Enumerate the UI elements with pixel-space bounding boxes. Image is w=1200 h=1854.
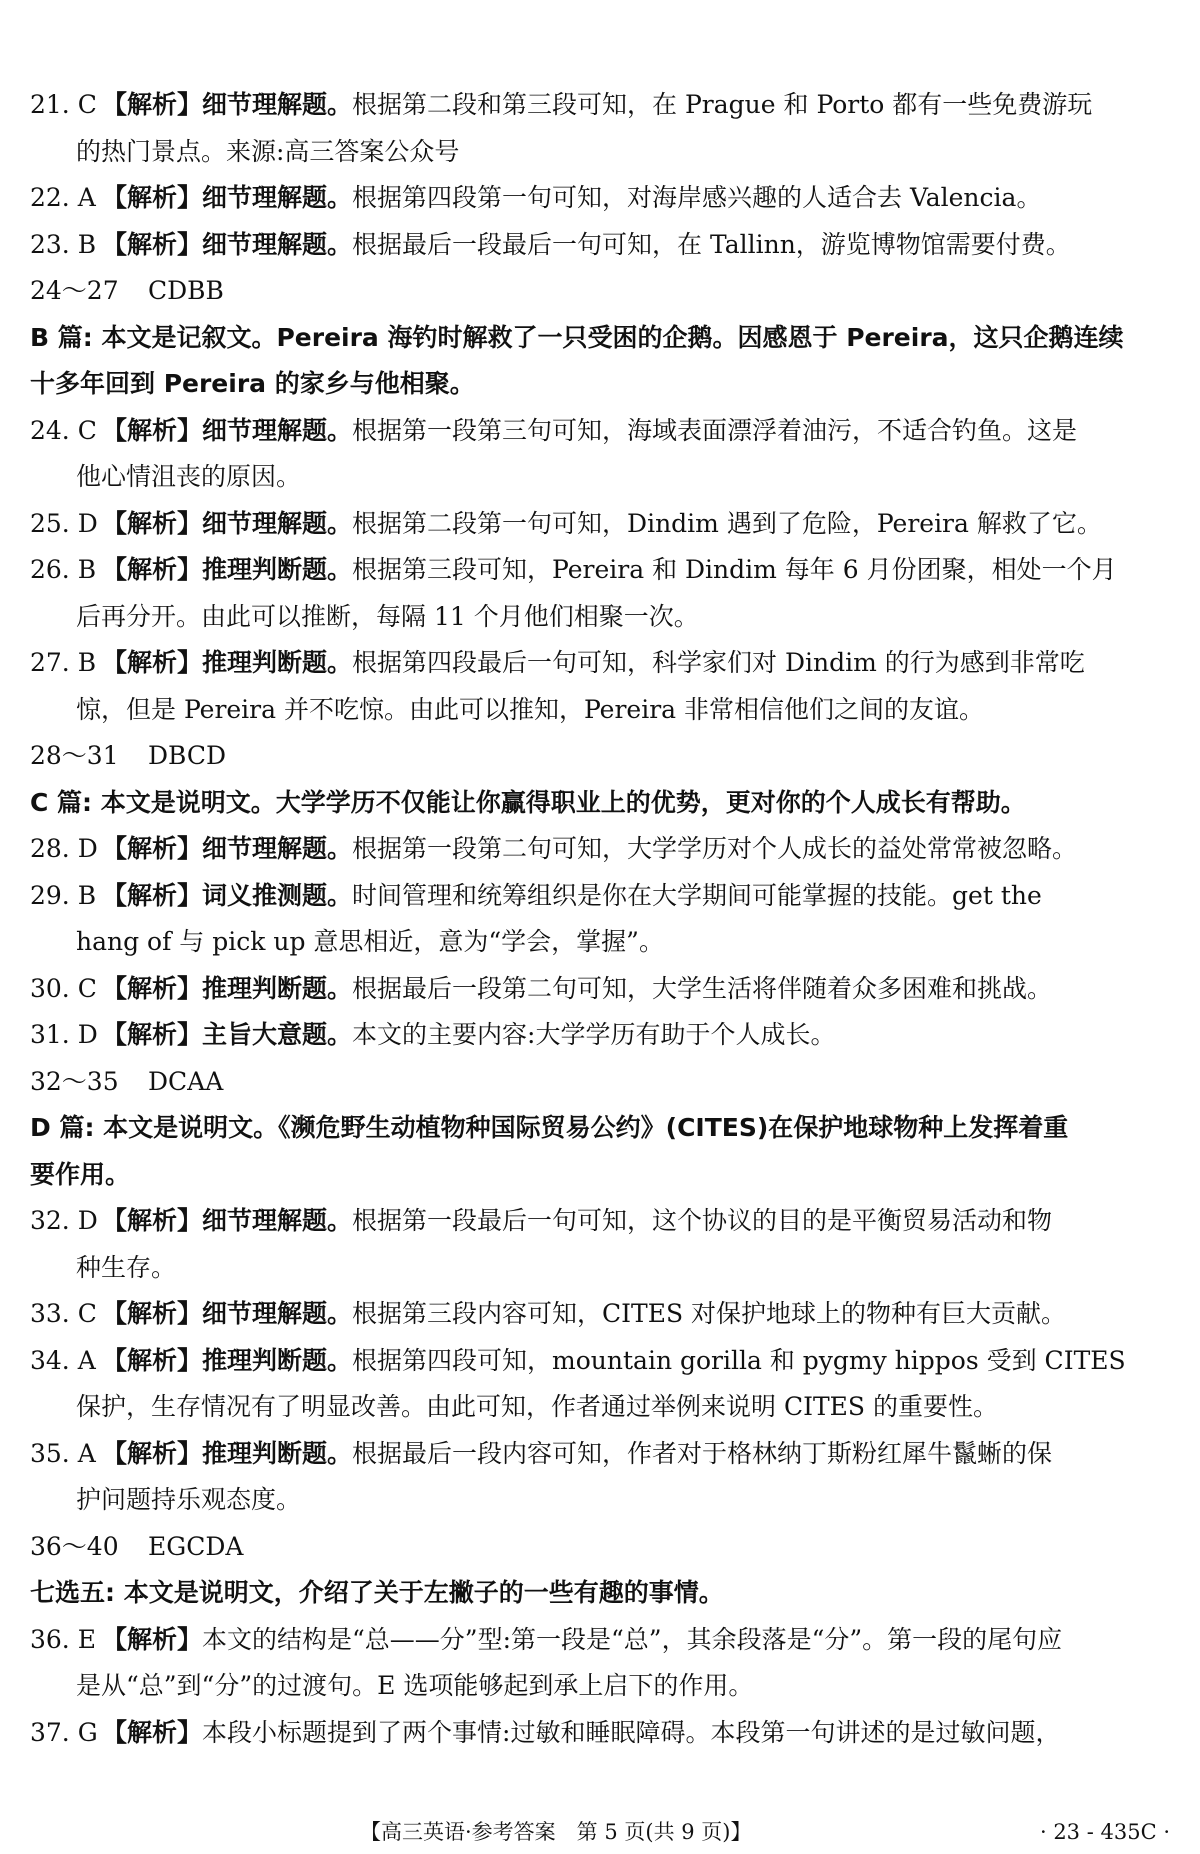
analysis-tag: 【解析】: [102, 880, 203, 910]
answer-item: [30, 1338, 1170, 1385]
question-type: 推理判断题。: [202, 555, 353, 584]
answer-item: [30, 1617, 1170, 1664]
answer-item: [30, 222, 1170, 269]
passage-summary: [30, 1570, 1170, 1617]
answer-item: [30, 1431, 1170, 1478]
answer-item: [30, 175, 1170, 222]
analysis-continuation: [30, 454, 1170, 501]
footer-code: · 23 - 435C ·: [1039, 1820, 1170, 1844]
answer-item: [30, 826, 1170, 873]
passage-summary-text: 要作用。: [30, 1159, 131, 1189]
question-number: 30. C: [30, 973, 97, 1003]
question-type: 推理判断题。: [202, 1438, 353, 1468]
answer-range: [30, 1524, 1170, 1571]
analysis-text: 本段小标题提到了两个事情:过敏和睡眠障碍。本段第一句讲述的是过敏问题，: [202, 1717, 1061, 1747]
analysis-tag: 【解析】: [102, 183, 203, 212]
analysis-continuation: [30, 687, 1170, 734]
answer-item: [30, 1291, 1170, 1338]
answer-range: [30, 268, 1170, 315]
answer-item: [30, 408, 1170, 455]
answer-item: [30, 1012, 1170, 1059]
analysis-tag: 【解析】: [102, 1299, 203, 1328]
analysis-tag: 【解析】: [102, 1624, 203, 1654]
answer-item: [30, 82, 1170, 129]
analysis-continuation: [30, 129, 1170, 176]
analysis-text: 根据第四段可知，mountain gorilla 和 pygmy hippos 受到 CITES: [352, 1345, 1126, 1375]
analysis-text: 护问题持乐观态度。: [76, 1485, 302, 1514]
passage-summary-text: C 篇: 本文是说明文。大学学历不仅能让你赢得职业上的优势，更对你的个人成长有帮助。: [30, 787, 1026, 817]
answer-content: [30, 82, 1170, 1756]
answer-item: [30, 1710, 1170, 1757]
question-type: 细节理解题。: [202, 183, 353, 212]
question-type: 主旨大意题。: [202, 1020, 353, 1049]
question-number: 34. A: [30, 1345, 96, 1375]
analysis-tag: 【解析】: [102, 415, 203, 445]
analysis-text: 本文的主要内容:大学学历有助于个人成长。: [352, 1020, 836, 1049]
question-type: 词义推测题。: [202, 880, 353, 910]
range-label: 24～27: [30, 276, 119, 305]
question-number: 23. B: [30, 229, 97, 259]
question-number: 28. D: [30, 834, 98, 863]
question-number: 24. C: [30, 415, 97, 445]
question-type: 细节理解题。: [202, 1299, 353, 1328]
analysis-continuation: [30, 594, 1170, 641]
question-number: 25. D: [30, 508, 98, 538]
analysis-tag: 【解析】: [102, 648, 203, 677]
passage-summary-continuation: [30, 1152, 1170, 1199]
passage-summary: [30, 780, 1170, 827]
footer-page-info: 【高三英语·参考答案 第 5 页(共 9 页)】: [360, 1820, 752, 1844]
question-number: 32. D: [30, 1206, 98, 1235]
analysis-text: 根据最后一段第二句可知，大学生活将伴随着众多困难和挑战。: [352, 973, 1053, 1003]
analysis-text: hang of 与 pick up 意思相近，意为“学会，掌握”。: [76, 927, 664, 956]
range-label: 32～35: [30, 1066, 119, 1096]
question-number: 36. E: [30, 1624, 96, 1654]
question-number: 37. G: [30, 1717, 98, 1747]
answer-item: [30, 966, 1170, 1013]
question-type: 细节理解题。: [202, 90, 353, 119]
question-type: 细节理解题。: [202, 834, 353, 863]
question-type: 推理判断题。: [202, 648, 353, 677]
analysis-continuation: [30, 1384, 1170, 1431]
question-number: 27. B: [30, 648, 97, 677]
question-type: 细节理解题。: [202, 229, 353, 259]
range-label: 28～31: [30, 741, 119, 770]
passage-summary-text: B 篇: 本文是记叙文。Pereira 海钓时解救了一只受困的企鹅。因感恩于 Pereira，这只企鹅连续: [30, 322, 1124, 352]
analysis-tag: 【解析】: [102, 229, 203, 259]
analysis-tag: 【解析】: [102, 1717, 203, 1747]
analysis-text: 根据第三段内容可知，CITES 对保护地球上的物种有巨大贡献。: [352, 1299, 1067, 1328]
question-type: 推理判断题。: [202, 973, 353, 1003]
question-type: 细节理解题。: [202, 1206, 353, 1235]
analysis-text: 的热门景点。来源:高三答案公众号: [76, 136, 460, 166]
answer-item: [30, 501, 1170, 548]
analysis-tag: 【解析】: [102, 1020, 203, 1049]
analysis-tag: 【解析】: [102, 508, 203, 538]
range-answers: DBCD: [148, 741, 227, 770]
analysis-tag: 【解析】: [102, 1345, 203, 1375]
question-type: 细节理解题。: [202, 415, 353, 445]
question-number: 31. D: [30, 1020, 98, 1049]
answer-item: [30, 640, 1170, 687]
question-number: 29. B: [30, 880, 97, 910]
analysis-text: 本文的结构是“总——分”型:第一段是“总”，其余段落是“分”。第一段的尾句应: [202, 1624, 1063, 1654]
question-number: 33. C: [30, 1299, 97, 1328]
analysis-tag: 【解析】: [102, 973, 203, 1003]
analysis-text: 根据第一段最后一句可知，这个协议的目的是平衡贸易活动和物: [352, 1206, 1053, 1235]
answer-item: [30, 873, 1170, 920]
analysis-text: 根据第四段第一句可知，对海岸感兴趣的人适合去 Valencia。: [352, 183, 1042, 212]
analysis-continuation: [30, 1245, 1170, 1292]
analysis-continuation: [30, 919, 1170, 966]
analysis-text: 根据第一段第三句可知，海域表面漂浮着油污，不适合钓鱼。这是: [352, 415, 1078, 445]
range-label: 36～40: [30, 1531, 119, 1561]
answer-range: [30, 1059, 1170, 1106]
analysis-continuation: [30, 1663, 1170, 1710]
question-type: 细节理解题。: [202, 508, 353, 538]
analysis-text: 惊，但是 Pereira 并不吃惊。由此可以推知，Pereira 非常相信他们之间的友谊。: [76, 694, 985, 724]
analysis-text: 他心情沮丧的原因。: [76, 462, 302, 491]
analysis-text: 根据第二段第一句可知，Dindim 遇到了危险，Pereira 解救了它。: [352, 508, 1102, 538]
analysis-text: 根据第一段第二句可知，大学学历对个人成长的益处常常被忽略。: [352, 834, 1078, 863]
analysis-text: 种生存。: [76, 1252, 177, 1282]
analysis-text: 根据最后一段最后一句可知，在 Tallinn，游览博物馆需要付费。: [352, 229, 1071, 259]
analysis-text: 根据第四段最后一句可知，科学家们对 Dindim 的行为感到非常吃: [352, 648, 1085, 677]
question-number: 35. A: [30, 1438, 96, 1468]
analysis-text: 根据第二段和第三段可知，在 Prague 和 Porto 都有一些免费游玩: [352, 90, 1093, 119]
analysis-tag: 【解析】: [102, 834, 203, 863]
passage-summary-text: 十多年回到 Pereira 的家乡与他相聚。: [30, 369, 475, 398]
range-answers: DCAA: [148, 1066, 224, 1096]
analysis-tag: 【解析】: [102, 555, 203, 584]
range-answers: EGCDA: [148, 1531, 244, 1561]
analysis-tag: 【解析】: [102, 1438, 203, 1468]
analysis-tag: 【解析】: [102, 1206, 203, 1235]
analysis-text: 根据第三段可知，Pereira 和 Dindim 每年 6 月份团聚，相处一个月: [352, 555, 1117, 584]
answer-item: [30, 547, 1170, 594]
analysis-text: 根据最后一段内容可知，作者对于格林纳丁斯粉红犀牛鬣蜥的保: [352, 1438, 1053, 1468]
passage-summary: [30, 1105, 1170, 1152]
question-number: 26. B: [30, 555, 97, 584]
range-answers: CDBB: [148, 276, 224, 305]
analysis-text: 后再分开。由此可以推断，每隔 11 个月他们相聚一次。: [76, 601, 699, 631]
passage-summary: [30, 315, 1170, 362]
analysis-text: 时间管理和统筹组织是你在大学期间可能掌握的技能。get the: [352, 880, 1042, 910]
passage-summary-continuation: [30, 361, 1170, 408]
answer-item: [30, 1198, 1170, 1245]
question-number: 22. A: [30, 183, 96, 212]
passage-summary-text: 七选五: 本文是说明文，介绍了关于左撇子的一些有趣的事情。: [30, 1578, 724, 1607]
passage-summary-text: D 篇: 本文是说明文。《濒危野生动植物种国际贸易公约》(CITES)在保护地球物种上发挥着重: [30, 1113, 1069, 1142]
answer-range: [30, 733, 1170, 780]
analysis-text: 保护，生存情况有了明显改善。由此可知，作者通过举例来说明 CITES 的重要性。: [76, 1392, 998, 1421]
analysis-continuation: [30, 1477, 1170, 1524]
question-number: 21. C: [30, 90, 97, 119]
analysis-text: 是从“总”到“分”的过渡句。E 选项能够起到承上启下的作用。: [76, 1671, 754, 1700]
page-footer: [0, 1818, 1200, 1846]
question-type: 推理判断题。: [202, 1345, 353, 1375]
analysis-tag: 【解析】: [102, 90, 203, 119]
